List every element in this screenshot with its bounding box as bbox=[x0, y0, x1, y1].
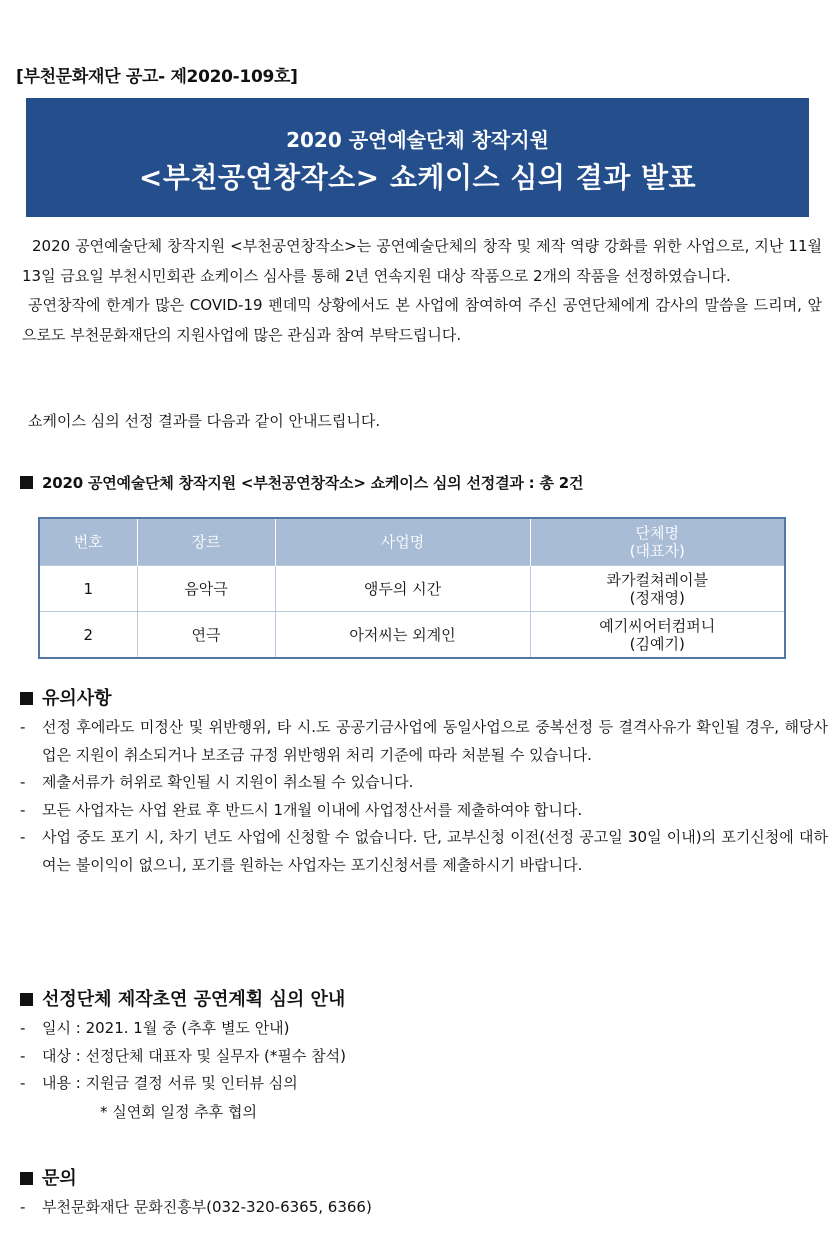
review-heading-text: 선정단체 제작초연 공연계획 심의 안내 bbox=[42, 989, 346, 1010]
list-item bbox=[20, 714, 828, 769]
cell-project: 앵두의 시간 bbox=[275, 566, 530, 612]
square-bullet-icon bbox=[20, 476, 33, 489]
review-note: * 실연회 일정 추후 협의 bbox=[100, 1102, 257, 1121]
cell-project: 아저씨는 외계인 bbox=[275, 612, 530, 659]
list-item bbox=[20, 1043, 828, 1071]
dash-bullet: - bbox=[20, 1074, 26, 1092]
cell-group-name: 콰가컬쳐레이블 bbox=[606, 570, 708, 589]
cell-no: 2 bbox=[39, 612, 137, 659]
dash-bullet: - bbox=[20, 773, 26, 791]
list-item bbox=[20, 1194, 828, 1222]
cell-genre: 연극 bbox=[137, 612, 275, 659]
table-header-row bbox=[39, 518, 785, 566]
square-bullet-icon bbox=[20, 1172, 33, 1185]
intro-closing: 쇼케이스 심의 선정 결과를 다음과 같이 안내드립니다. bbox=[28, 412, 381, 430]
contact-list bbox=[20, 1194, 828, 1222]
list-item-text: 부천문화재단 문화진흥부(032-320-6365, 6366) bbox=[42, 1198, 372, 1216]
caution-heading bbox=[20, 684, 828, 714]
list-item-text: 모든 사업자는 사업 완료 후 반드시 1개월 이내에 사업정산서를 제출하여야 합니다. bbox=[42, 800, 583, 819]
list-item bbox=[20, 797, 828, 825]
caution-list bbox=[20, 714, 828, 879]
table-row bbox=[39, 566, 785, 612]
list-item bbox=[20, 1070, 828, 1098]
cell-no: 1 bbox=[39, 566, 137, 612]
cell-group bbox=[530, 566, 785, 612]
dash-bullet: - bbox=[20, 800, 26, 819]
contact-heading-text: 문의 bbox=[42, 1168, 77, 1189]
list-item-text: 대상 : 선정단체 대표자 및 실무자 (*필수 참석) bbox=[42, 1046, 346, 1065]
title-banner bbox=[26, 98, 809, 217]
intro-paragraph-2: 공연창작에 한계가 많은 COVID-19 펜데믹 상황에서도 본 사업에 참여하여 주신 공연단체에게 감사의 말씀을 드리며, 앞으로도 부천문화재단의 지원사업에 많은 관심과 참여 부탁드립니다. bbox=[22, 296, 822, 344]
cell-genre: 음악극 bbox=[137, 566, 275, 612]
cell-group-rep: (김예기) bbox=[629, 634, 685, 653]
header-group bbox=[530, 518, 785, 566]
list-item-text: 제출서류가 허위로 확인될 시 지원이 취소될 수 있습니다. bbox=[42, 773, 414, 791]
list-item bbox=[20, 1015, 828, 1043]
dash-bullet: - bbox=[20, 1019, 26, 1037]
notice-number: [부천문화재단 공고- 제2020-109호] bbox=[16, 67, 298, 87]
result-heading-text: 2020 공연예술단체 창작지원 <부천공연창작소> 쇼케이스 심의 선정결과 : 총 2건 bbox=[42, 474, 584, 492]
review-heading bbox=[20, 985, 828, 1015]
review-list bbox=[20, 1015, 828, 1098]
list-item-text: 사업 중도 포기 시, 차기 년도 사업에 신청할 수 없습니다. 단, 교부신청 이전(선정 공고일 30일 이내)의 포기신청에 대하여는 불이익이 없으니, 포기를 원하는 사업자는 포기신청서를 제출하시기 바랍니다. bbox=[42, 828, 828, 874]
contact-section bbox=[20, 1164, 828, 1222]
intro-text bbox=[22, 232, 822, 350]
list-item bbox=[20, 824, 828, 879]
caution-heading-text: 유의사항 bbox=[42, 688, 112, 709]
header-group-rep: (대표자) bbox=[629, 542, 685, 560]
list-item-text: 내용 : 지원금 결정 서류 및 인터뷰 심의 bbox=[42, 1074, 298, 1092]
caution-section bbox=[20, 684, 828, 879]
cell-group bbox=[530, 612, 785, 659]
square-bullet-icon bbox=[20, 993, 33, 1006]
header-group-name: 단체명 bbox=[635, 524, 679, 542]
list-item bbox=[20, 769, 828, 797]
dash-bullet: - bbox=[20, 718, 26, 736]
review-section bbox=[20, 985, 828, 1127]
result-heading bbox=[20, 472, 583, 493]
dash-bullet: - bbox=[20, 1046, 26, 1065]
list-item-text: 일시 : 2021. 1월 중 (추후 별도 안내) bbox=[42, 1019, 290, 1037]
list-item-text: 선정 후에라도 미정산 및 위반행위, 타 시.도 공공기금사업에 동일사업으로 중복선정 등 결격사유가 확인될 경우, 해당사업은 지원이 취소되거나 보조금 규정 위반행위 처리 기준에 따라 처분될 수 있습니다. bbox=[42, 718, 828, 764]
banner-title: <부천공연창작소> 쇼케이스 심의 결과 발표 bbox=[138, 161, 697, 194]
header-no: 번호 bbox=[39, 518, 137, 566]
banner-subtitle: 2020 공연예술단체 창작지원 bbox=[286, 128, 549, 152]
contact-heading bbox=[20, 1164, 828, 1194]
cell-group-rep: (정재영) bbox=[629, 588, 685, 607]
header-genre: 장르 bbox=[137, 518, 275, 566]
square-bullet-icon bbox=[20, 692, 33, 705]
intro-paragraph-1: 2020 공연예술단체 창작지원 <부천공연창작소>는 공연예술단체의 창작 및 제작 역량 강화를 위한 사업으로, 지난 11월 13일 금요일 부천시민회관 쇼케이스 심사를 통해 2년 연속지원 대상 작품으로 2개의 작품을 선정하였습니다. bbox=[22, 237, 822, 285]
result-table bbox=[38, 517, 786, 659]
cell-group-name: 예기씨어터컴퍼니 bbox=[599, 616, 716, 635]
dash-bullet: - bbox=[20, 1198, 26, 1216]
dash-bullet: - bbox=[20, 828, 26, 846]
header-project: 사업명 bbox=[275, 518, 530, 566]
table-row bbox=[39, 612, 785, 659]
